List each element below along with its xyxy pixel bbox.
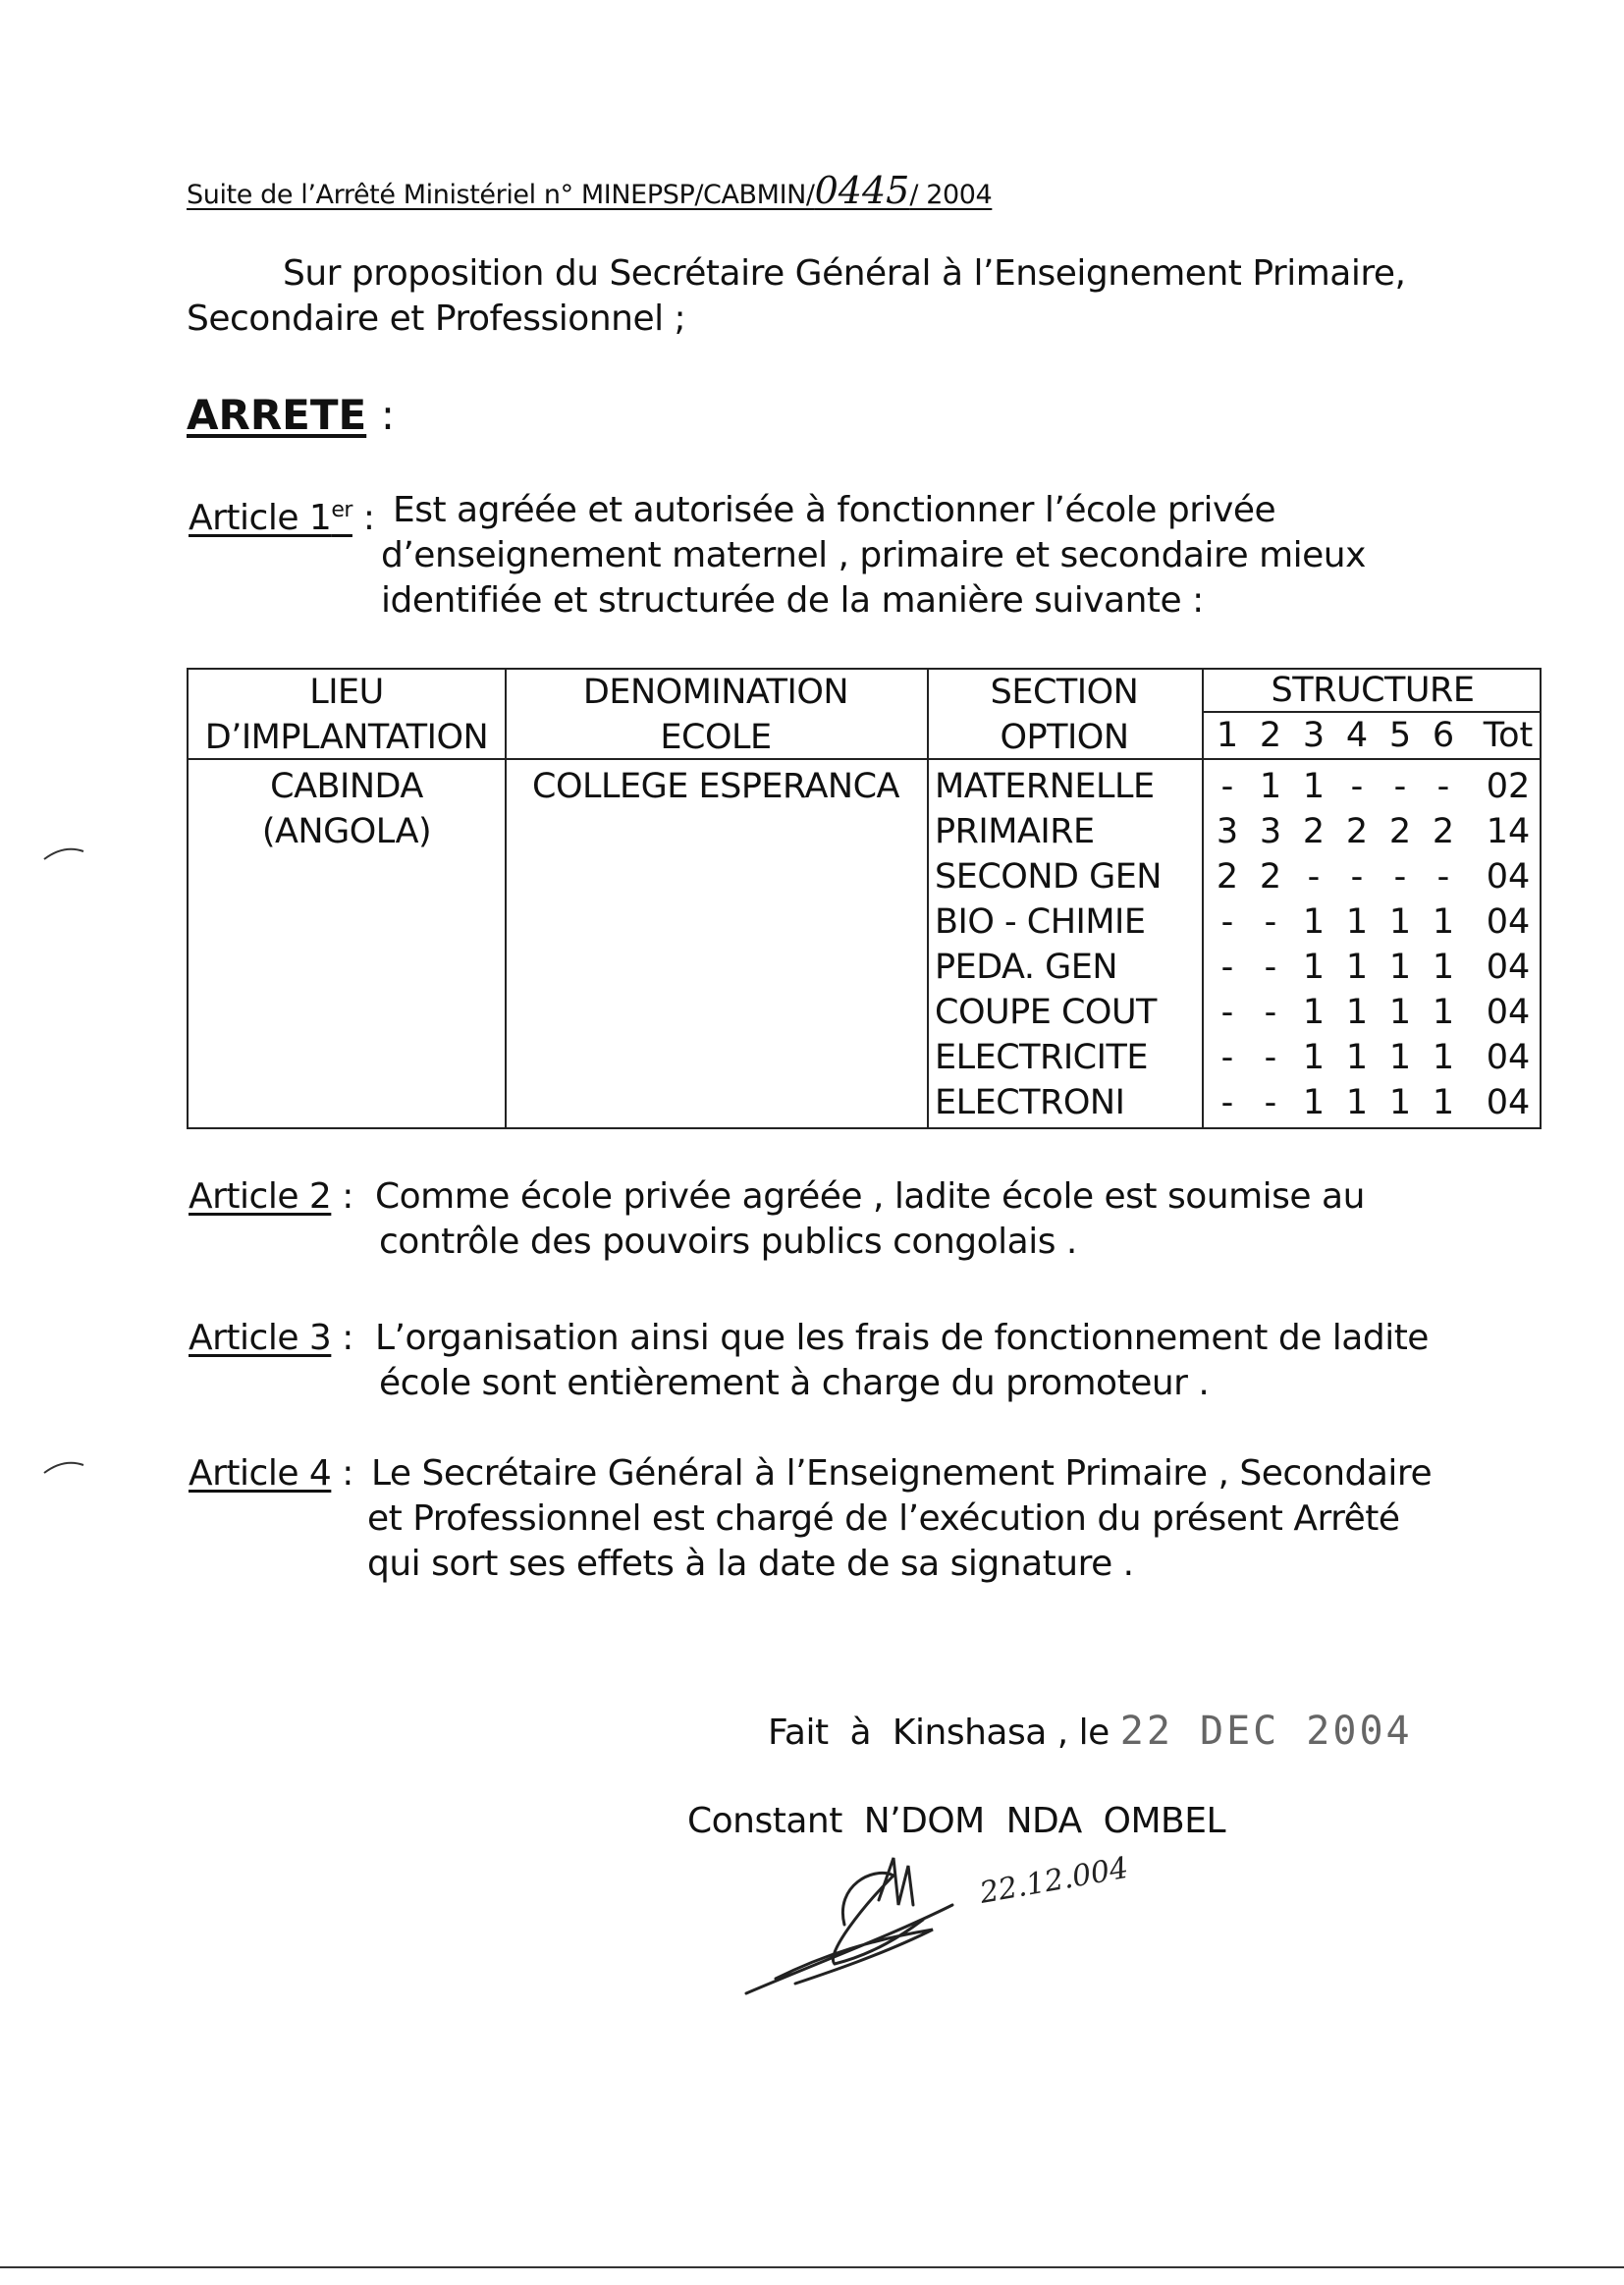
structure-value: - xyxy=(1393,767,1407,806)
handwritten-signature xyxy=(736,1846,1149,2023)
scan-edge-line xyxy=(0,2266,1624,2268)
structure-col-header: 3 xyxy=(1302,716,1326,755)
preamble xyxy=(187,251,1463,342)
structure-value: 1 xyxy=(1302,1038,1326,1077)
structure-value: - xyxy=(1350,857,1364,897)
structure-value: 1 xyxy=(1432,993,1455,1032)
structure-total: 04 xyxy=(1486,948,1531,987)
section-option: MATERNELLE xyxy=(935,767,1155,806)
structure-col-header: 2 xyxy=(1259,716,1282,755)
article-4-label: Article 4 : xyxy=(189,1453,353,1494)
section-option: PRIMAIRE xyxy=(935,812,1095,851)
structure-value: 1 xyxy=(1388,1038,1412,1077)
signature-date: 22.12.004 xyxy=(977,1850,1131,1911)
article-3-line-2: école sont entièrement à charge du promoteur . xyxy=(379,1363,1210,1403)
structure-value: - xyxy=(1264,948,1277,987)
cell-ecole: COLLEGE ESPERANCA xyxy=(532,767,899,806)
preamble-line-2: Secondaire et Professionnel ; xyxy=(187,299,686,339)
section-option: ELECTRONI xyxy=(935,1083,1125,1122)
preamble-line-1: Sur proposition du Secrétaire Général à l’Enseignement Primaire, xyxy=(283,253,1406,294)
structure-total: 04 xyxy=(1486,857,1531,897)
structure-value: 3 xyxy=(1216,812,1239,851)
reference-number: 0445 xyxy=(814,169,910,212)
signatory-name: Constant N’DOM NDA OMBEL xyxy=(687,1801,1226,1841)
structure-value: - xyxy=(1220,1083,1234,1122)
structure-value: 1 xyxy=(1388,948,1412,987)
article-4-line-3: qui sort ses effets à la date de sa signature . xyxy=(367,1544,1134,1584)
structure-value: 1 xyxy=(1388,902,1412,942)
reference-line xyxy=(187,169,992,212)
structure-value: 1 xyxy=(1259,767,1282,806)
reference-prefix: Suite de l’Arrêté Ministériel n° MINEPSP/CABMIN/ xyxy=(187,180,815,210)
structure-value: - xyxy=(1220,993,1234,1032)
decree-heading-colon: : xyxy=(380,391,395,439)
article-1-line-3: identifiée et structurée de la manière suivante : xyxy=(381,580,1204,621)
structure-value: 1 xyxy=(1345,1038,1369,1077)
structure-value: 1 xyxy=(1345,902,1369,942)
structure-value: 3 xyxy=(1259,812,1282,851)
structure-value: 1 xyxy=(1345,1083,1369,1122)
structure-value: - xyxy=(1350,767,1364,806)
structure-value: 1 xyxy=(1388,993,1412,1032)
header-structure: STRUCTURE xyxy=(1271,671,1475,710)
structure-value: - xyxy=(1393,857,1407,897)
article-3-line-1: L’organisation ainsi que les frais de fonctionnement de ladite xyxy=(375,1318,1429,1358)
header-lieu: LIEU D’IMPLANTATION xyxy=(204,673,489,757)
header-denomination: DENOMINATION ECOLE xyxy=(582,673,849,757)
structure-value: - xyxy=(1220,902,1234,942)
structure-value: - xyxy=(1264,1038,1277,1077)
scan-mark xyxy=(39,840,98,869)
structure-value: - xyxy=(1220,1038,1234,1077)
structure-value: 1 xyxy=(1432,1083,1455,1122)
structure-value: 1 xyxy=(1302,902,1326,942)
article-1-label-sup: er xyxy=(331,498,352,522)
structure-value: 1 xyxy=(1302,948,1326,987)
structure-value: - xyxy=(1436,857,1450,897)
structure-value: - xyxy=(1436,767,1450,806)
structure-value: 2 xyxy=(1345,812,1369,851)
article-1-line-1: Est agréée et autorisée à fonctionner l’école privée xyxy=(393,490,1276,530)
structure-value: 1 xyxy=(1432,902,1455,942)
date-stamp: 22 DEC 2004 xyxy=(1119,1709,1413,1754)
structure-value: 1 xyxy=(1388,1083,1412,1122)
article-2-line-1: Comme école privée agréée , ladite école est soumise au xyxy=(375,1176,1365,1217)
section-option: COUPE COUT xyxy=(935,993,1157,1032)
structure-value: - xyxy=(1220,767,1234,806)
header-section: SECTION OPTION xyxy=(990,673,1139,757)
structure-value: - xyxy=(1264,1083,1277,1122)
structure-value: 1 xyxy=(1302,767,1326,806)
structure-col-header: Tot xyxy=(1483,716,1534,755)
article-4-line-1: Le Secrétaire Général à l’Enseignement Primaire , Secondaire xyxy=(371,1453,1433,1494)
structure-value: 1 xyxy=(1432,1038,1455,1077)
school-structure-table xyxy=(187,668,1542,1129)
structure-col-header: 4 xyxy=(1345,716,1369,755)
structure-value: - xyxy=(1264,993,1277,1032)
structure-col-header: 1 xyxy=(1216,716,1239,755)
section-option: BIO - CHIMIE xyxy=(935,902,1146,942)
structure-value: 1 xyxy=(1345,948,1369,987)
article-1-line-2: d’enseignement maternel , primaire et secondaire mieux xyxy=(381,535,1366,575)
decree-heading xyxy=(187,391,395,439)
article-1-label: Article 1er : xyxy=(189,498,375,538)
structure-total: 04 xyxy=(1486,1038,1531,1077)
structure-value: 2 xyxy=(1259,857,1282,897)
structure-value: 1 xyxy=(1345,993,1369,1032)
article-2-line-2: contrôle des pouvoirs publics congolais . xyxy=(379,1222,1077,1262)
article-4-line-2: et Professionnel est chargé de l’exécution du présent Arrêté xyxy=(367,1498,1400,1539)
structure-total: 14 xyxy=(1486,812,1531,851)
cell-lieu: CABINDA (ANGOLA) xyxy=(261,767,432,851)
section-option: ELECTRICITE xyxy=(935,1038,1148,1077)
decree-heading-text: ARRETE xyxy=(187,391,367,439)
structure-value: 2 xyxy=(1388,812,1412,851)
reference-suffix: / 2004 xyxy=(909,180,993,210)
structure-total: 04 xyxy=(1486,1083,1531,1122)
structure-value: - xyxy=(1307,857,1321,897)
structure-value: 2 xyxy=(1432,812,1455,851)
article-3-label: Article 3 : xyxy=(189,1318,353,1358)
section-option: SECOND GEN xyxy=(935,857,1162,897)
structure-total: 04 xyxy=(1486,993,1531,1032)
section-option: PEDA. GEN xyxy=(935,948,1118,987)
structure-value: 2 xyxy=(1216,857,1239,897)
structure-total: 02 xyxy=(1486,767,1531,806)
scan-mark xyxy=(39,1453,98,1483)
structure-value: 1 xyxy=(1302,993,1326,1032)
structure-value: - xyxy=(1264,902,1277,942)
closing-place: Fait à Kinshasa , le xyxy=(768,1713,1110,1753)
closing-place-date xyxy=(768,1709,1413,1754)
structure-col-header: 5 xyxy=(1388,716,1412,755)
structure-value: 1 xyxy=(1432,948,1455,987)
structure-value: 1 xyxy=(1302,1083,1326,1122)
structure-col-header: 6 xyxy=(1432,716,1455,755)
structure-value: - xyxy=(1220,948,1234,987)
structure-total: 04 xyxy=(1486,902,1531,942)
article-2-label: Article 2 : xyxy=(189,1176,353,1217)
structure-value: 2 xyxy=(1302,812,1326,851)
